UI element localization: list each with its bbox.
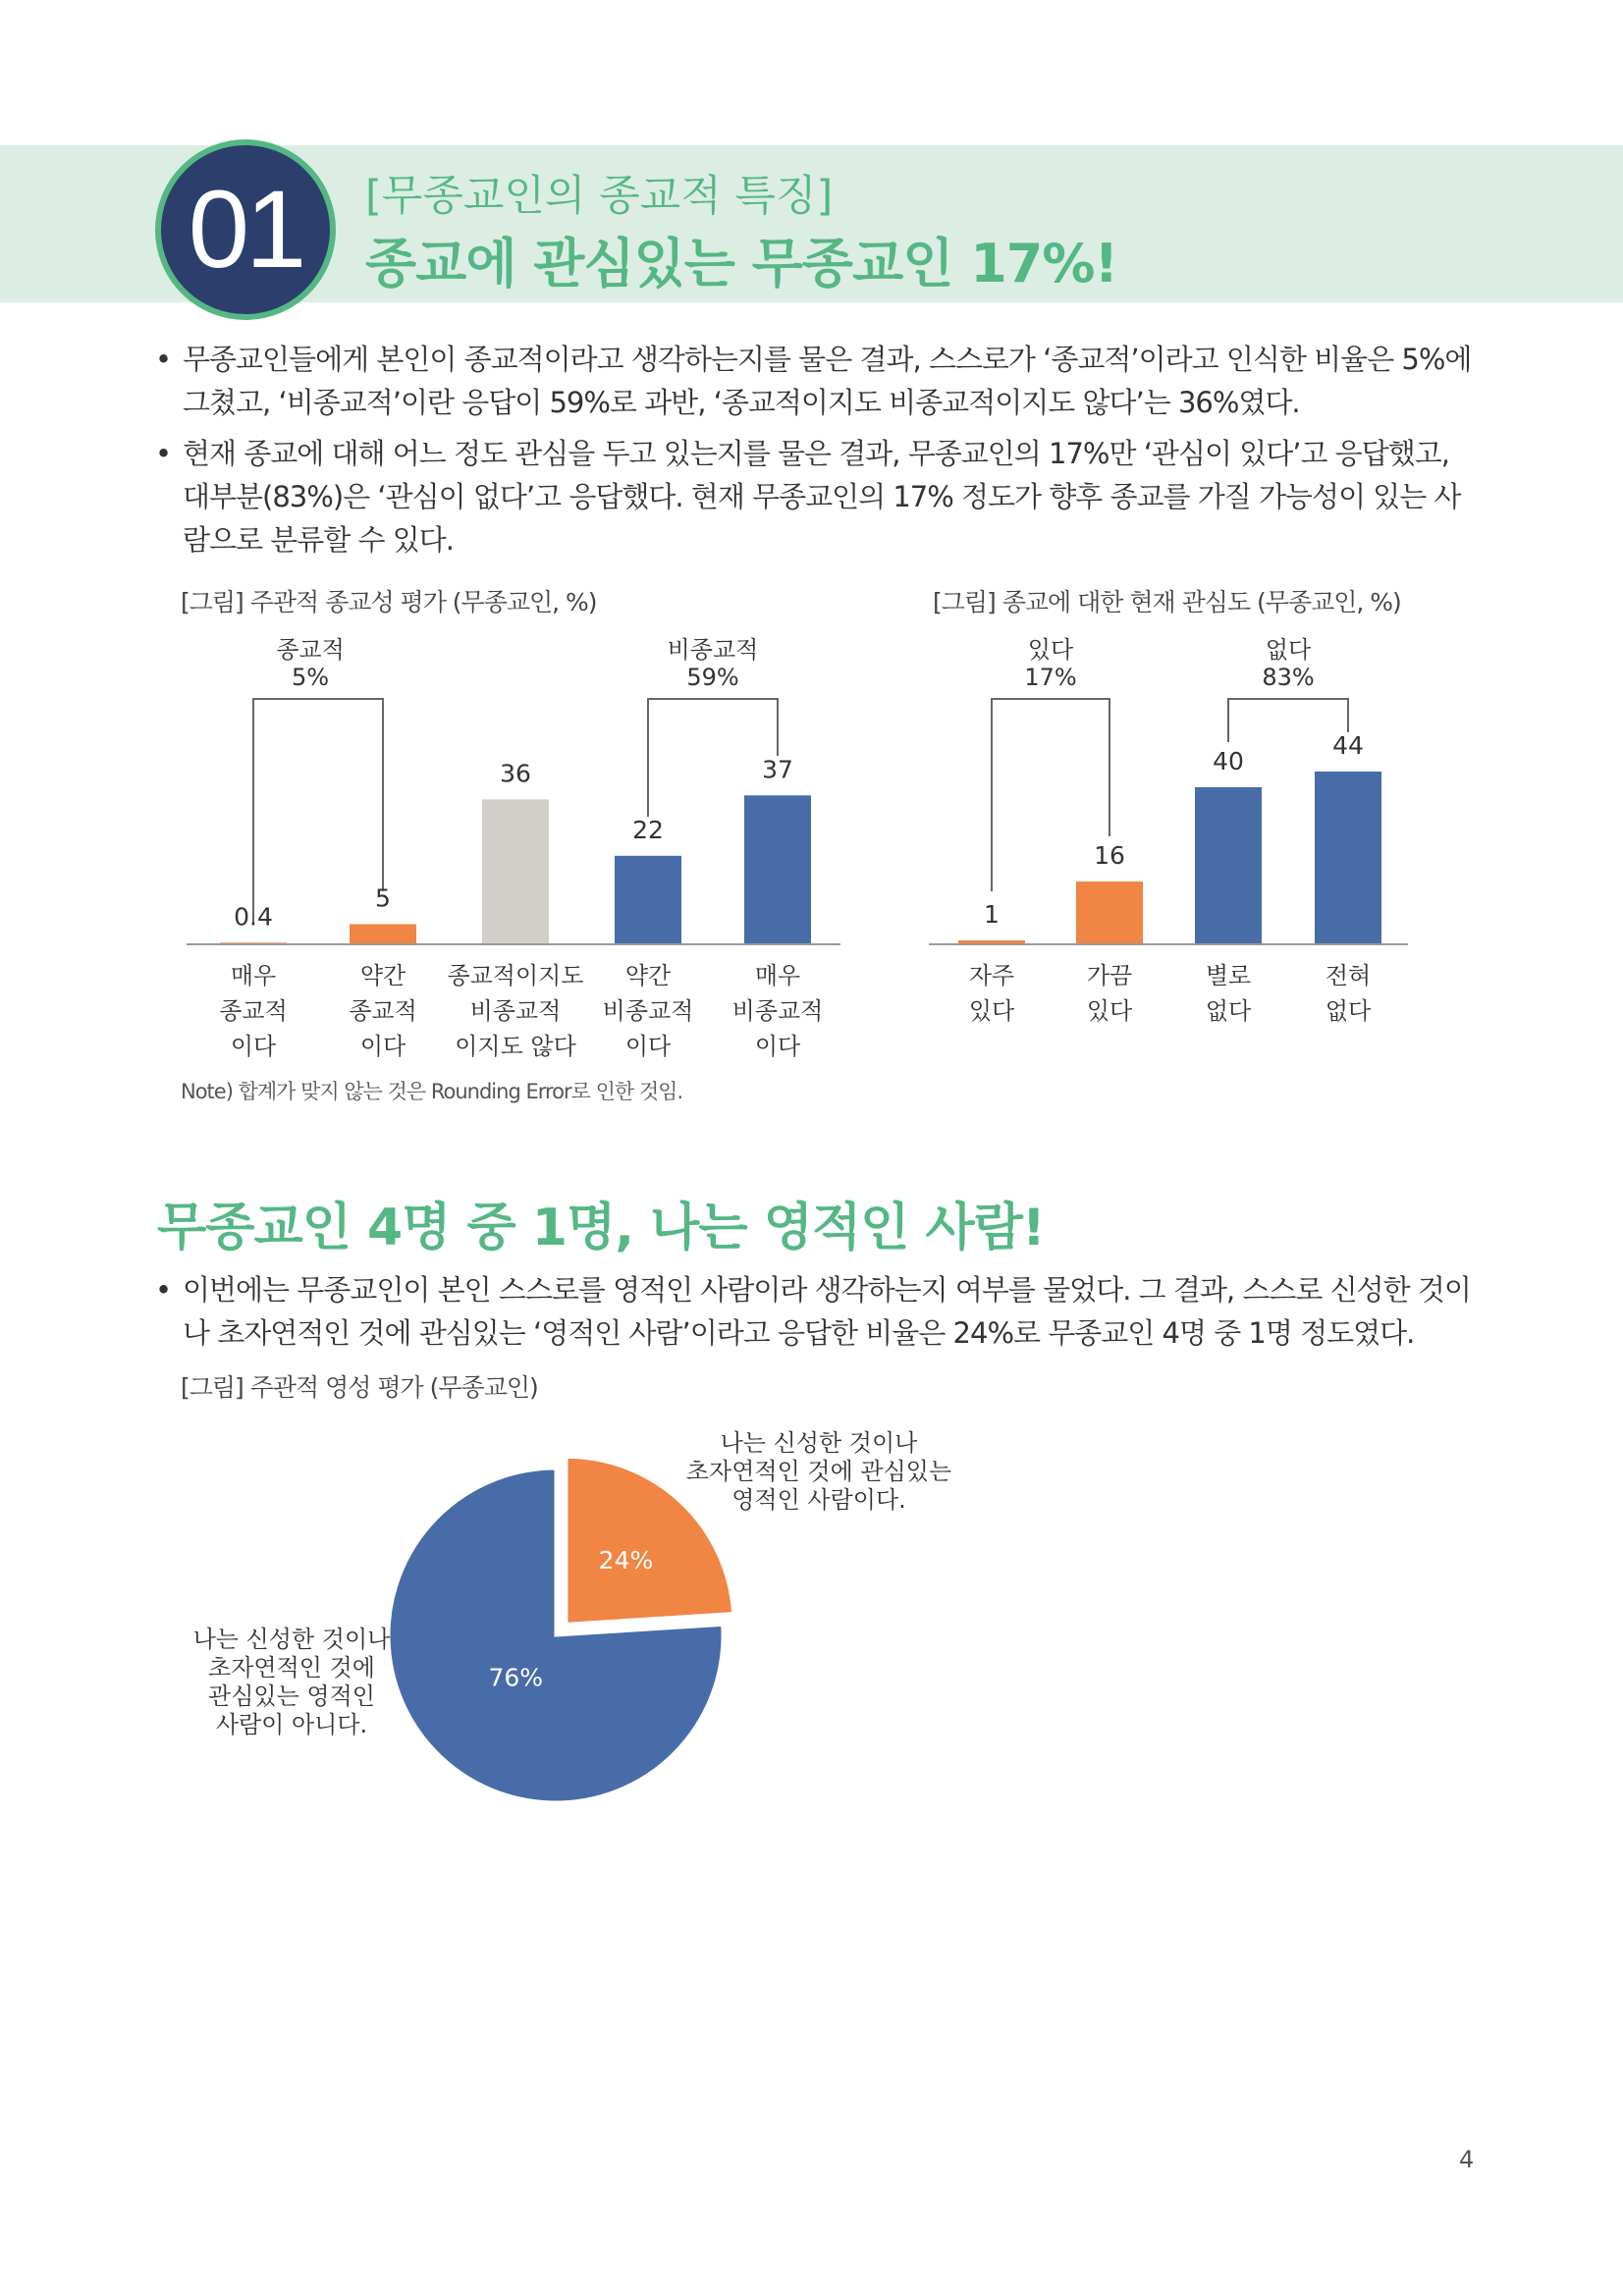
category-tick-label: 매우 <box>230 962 277 989</box>
section1-bullets <box>153 338 1479 569</box>
group-label-no: 없다 <box>1265 636 1312 664</box>
pie-label-line: 관심있는 영적인 <box>208 1682 375 1710</box>
pie-label-no <box>193 1626 392 1738</box>
group-bracket-nonreligious <box>648 636 778 817</box>
category-tick-label: 이지도 않다 <box>455 1033 576 1060</box>
bar-value-label: 16 <box>1094 841 1125 870</box>
category-tick-label: 종교적 <box>219 997 288 1025</box>
page-number: 4 <box>1459 2146 1475 2173</box>
bar-value-label: 22 <box>632 815 664 844</box>
religiosity-bar-chart <box>177 628 854 1070</box>
bar-value-label: 44 <box>1332 731 1364 760</box>
pie-slice-label: 76% <box>488 1663 544 1692</box>
category-tick-label: 매우 <box>754 962 801 989</box>
category-tick-label: 이다 <box>754 1033 801 1060</box>
category-tick-label: 약간 <box>359 962 406 989</box>
pie-label-line: 나는 신성한 것이나 <box>720 1429 918 1457</box>
chart1-caption: [그림] 주관적 종교성 평가 (무종교인, %) <box>181 588 597 616</box>
group-pct-no: 83% <box>1262 664 1315 691</box>
category-tick-label: 있다 <box>1086 997 1133 1025</box>
category-tick-label: 자주 <box>968 962 1015 989</box>
category-tick-label: 종교적이지도 <box>447 962 584 989</box>
bullet-item: • 현재 종교에 대해 어느 정도 관심을 두고 있는지를 물은 결과, 무종교인의 17%만 ‘관심이 있다’고 응답했고, 대부분(83%)은 ‘관심이 없다’고 응답했다. 현재 무종교인의 17% 정도가 향후 종교를 가질 가능성이 있는 사람으로 분류할 수 있다. <box>153 432 1479 561</box>
group-bracket-religious <box>253 636 383 923</box>
category-tick-label: 없다 <box>1325 997 1372 1025</box>
bracket-line <box>992 699 1109 891</box>
bar <box>615 856 681 944</box>
category-tick-label: 있다 <box>968 997 1015 1025</box>
category-tick-label: 약간 <box>624 962 672 989</box>
bracket-line <box>1228 699 1348 742</box>
section-kicker: [무종교인의 종교적 특징] <box>365 172 834 221</box>
bar-value-label: 36 <box>500 759 531 788</box>
category-tick-label: 종교적 <box>349 997 417 1025</box>
bar-value-label: 37 <box>762 755 793 784</box>
bullet-item: • 무종교인들에게 본인이 종교적이라고 생각하는지를 물은 결과, 스스로가 ‘종교적’이라고 인식한 비율은 5%에 그쳤고, ‘비종교적’이란 응답이 59%로 과반, ‘종교적이지도 비종교적이지도 않다’는 36%였다. <box>153 338 1479 424</box>
pie-label-line: 사람이 아니다. <box>215 1711 368 1738</box>
bar <box>482 799 549 944</box>
bar <box>1195 787 1262 944</box>
bar <box>350 925 416 945</box>
category-tick-label: 이다 <box>230 1033 277 1060</box>
bar <box>1076 881 1143 944</box>
category-tick-label: 없다 <box>1205 997 1252 1025</box>
pie-label-line: 초자연적인 것에 <box>208 1654 375 1682</box>
chart-note: Note) 합계가 맞지 않는 것은 Rounding Error로 인한 것임. <box>181 1080 683 1103</box>
chart3-caption: [그림] 주관적 영성 평가 (무종교인) <box>181 1373 538 1402</box>
spirituality-pie-chart <box>177 1414 1011 1826</box>
group-label-religious: 종교적 <box>276 636 345 664</box>
bar-value-label: 40 <box>1213 747 1244 775</box>
category-tick-label: 비종교적 <box>602 997 694 1025</box>
group-pct-religious: 5% <box>291 664 330 691</box>
chart2-caption: [그림] 종교에 대한 현재 관심도 (무종교인, %) <box>933 588 1401 616</box>
interest-bar-chart <box>929 628 1420 1070</box>
pie-label-line: 나는 신성한 것이나 <box>192 1626 391 1653</box>
section2-bullets <box>153 1268 1479 1362</box>
group-bracket-yes <box>992 636 1109 891</box>
bar <box>744 795 811 944</box>
bar-value-label: 0.4 <box>234 902 273 932</box>
category-tick-label: 비종교적 <box>731 997 824 1025</box>
section-headline: 종교에 관심있는 무종교인 17%! <box>365 233 1118 294</box>
pie-label-line: 영적인 사람이다. <box>731 1486 906 1514</box>
pie-label-line: 초자연적인 것에 관심있는 <box>685 1458 952 1485</box>
bar-value-label: 1 <box>984 900 1000 929</box>
bracket-line <box>253 699 383 923</box>
group-label-nonreligious: 비종교적 <box>667 636 759 664</box>
bar <box>1315 772 1381 944</box>
group-label-yes: 있다 <box>1027 636 1074 664</box>
category-tick-label: 이다 <box>624 1033 672 1060</box>
group-bracket-no <box>1228 636 1348 742</box>
category-tick-label: 이다 <box>359 1033 406 1060</box>
pie-label-yes <box>686 1429 951 1514</box>
group-pct-yes: 17% <box>1024 664 1077 691</box>
section-number-badge: 01 <box>155 139 336 320</box>
bullet-item: • 이번에는 무종교인이 본인 스스로를 영적인 사람이라 생각하는지 여부를 물었다. 그 결과, 스스로 신성한 것이나 초자연적인 것에 관심있는 ‘영적인 사람’이라고 응답한 비율은 24%로 무종교인 4명 중 1명 정도였다. <box>153 1268 1479 1355</box>
section2-title: 무종교인 4명 중 1명, 나는 영적인 사람! <box>157 1199 1045 1257</box>
category-tick-label: 비종교적 <box>469 997 562 1025</box>
bar-value-label: 5 <box>375 883 391 913</box>
pie-slice-label: 24% <box>598 1545 654 1575</box>
category-tick-label: 전혀 <box>1325 962 1372 989</box>
category-tick-label: 가끔 <box>1086 962 1133 989</box>
category-tick-label: 별로 <box>1205 962 1252 989</box>
group-pct-nonreligious: 59% <box>686 664 739 691</box>
